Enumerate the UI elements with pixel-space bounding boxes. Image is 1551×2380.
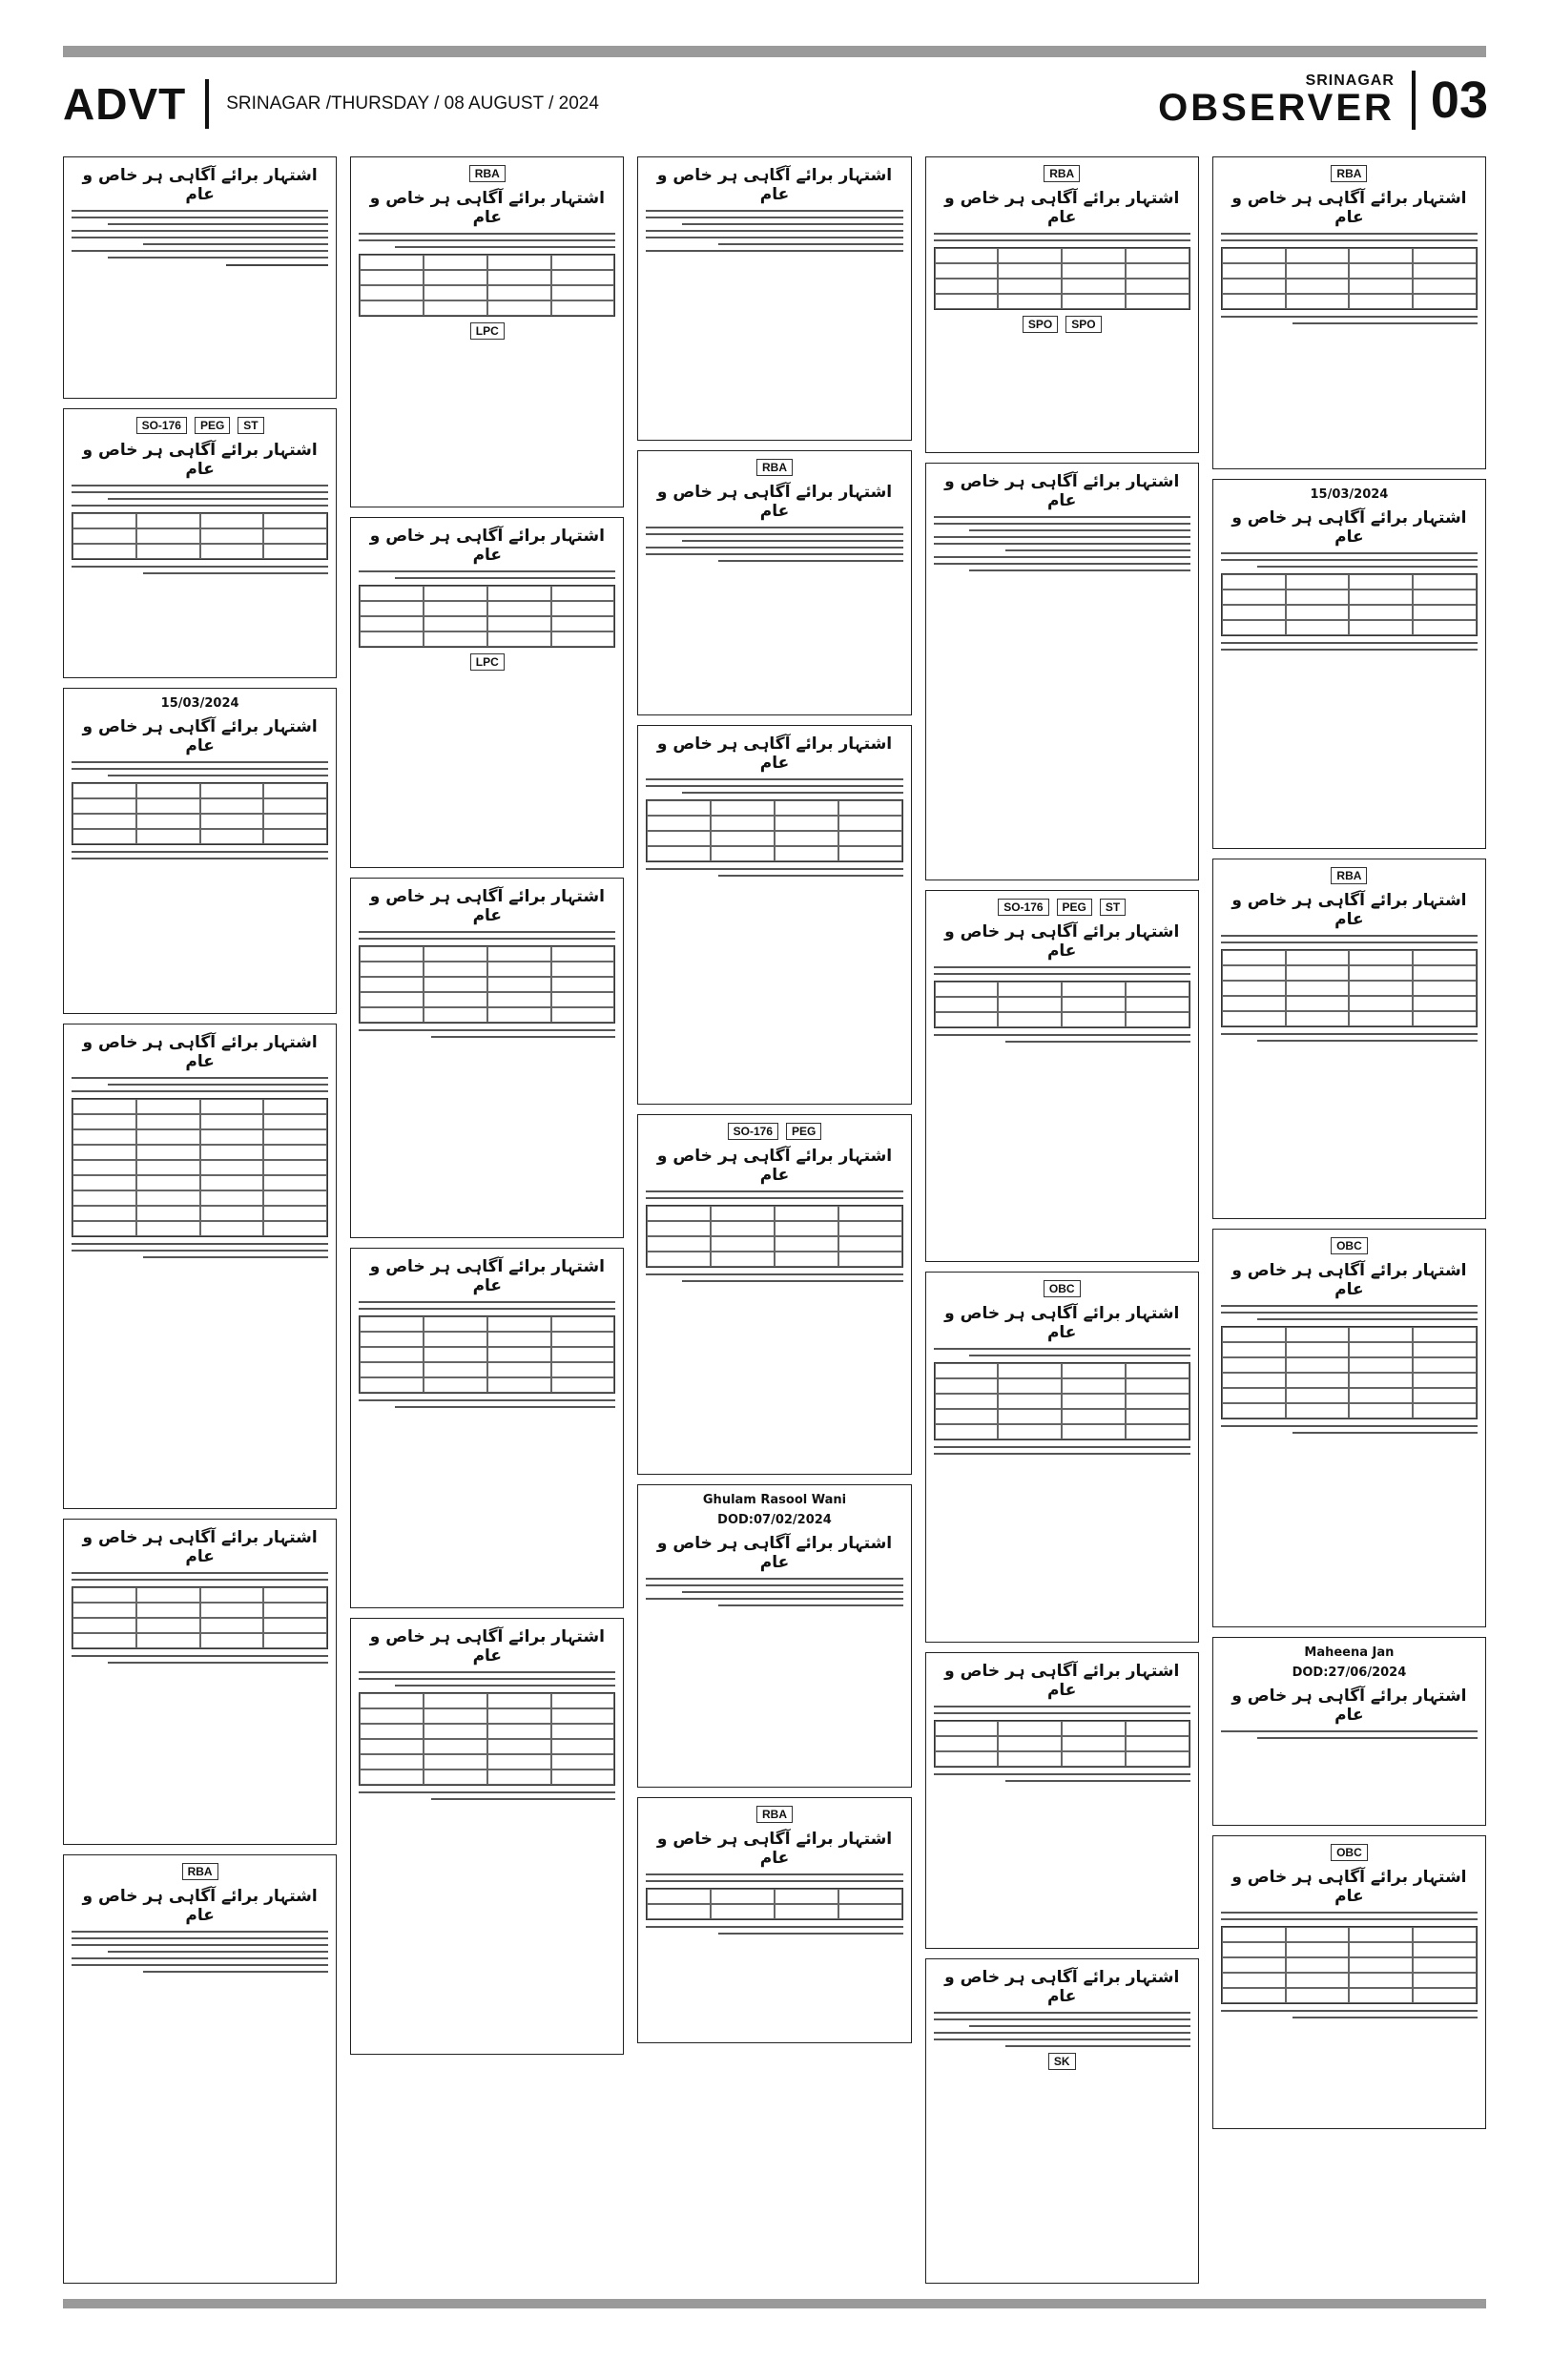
code-tag: OBC: [1331, 1237, 1368, 1254]
notice-ad: [63, 1519, 337, 1845]
notice-heading: اشتہار برائے آگاہی ہر خاص و عام: [656, 1830, 893, 1868]
column-2: [350, 156, 624, 2284]
notice-ad: [925, 463, 1199, 880]
person-name: Maheena Jan: [1304, 1645, 1395, 1660]
notice-heading: اشتہار برائے آگاہی ہر خاص و عام: [369, 1627, 605, 1666]
code-tag: SPO: [1023, 316, 1058, 333]
notice-ad: [925, 156, 1199, 453]
notice-ad: [350, 1618, 624, 2055]
notice-heading: اشتہار برائے آگاہی ہر خاص و عام: [82, 1032, 318, 1071]
masthead: [1158, 73, 1395, 127]
code-tag: SPO: [1065, 316, 1101, 333]
header-divider: [205, 79, 209, 129]
notice-heading: اشتہار برائے آگاہی ہر خاص و عام: [656, 1534, 893, 1572]
notice-ad: [1212, 1229, 1486, 1627]
column-3: [637, 156, 911, 2284]
dateline: SRINAGAR /THURSDAY / 08 AUGUST / 2024: [226, 93, 599, 114]
code-tag: ST: [1100, 899, 1126, 916]
code-tag: RBA: [1331, 867, 1367, 884]
notice-heading: اشتہار برائے آگاہی ہر خاص و عام: [82, 716, 318, 755]
notice-ad: [350, 156, 624, 507]
header-right: [1158, 67, 1488, 134]
notice-ad: [925, 1652, 1199, 1949]
column-5: [1212, 156, 1486, 2284]
notice-heading: اشتہار برائے آگاہی ہر خاص و عام: [944, 1968, 1180, 2007]
notice-ad: [637, 725, 911, 1105]
top-rule: [63, 46, 1486, 57]
notice-heading: اشتہار برائے آگاہی ہر خاص و عام: [369, 1257, 605, 1295]
code-tag: PEG: [195, 417, 230, 434]
header-divider-right: [1412, 71, 1416, 130]
notice-ad: [1212, 156, 1486, 469]
notice-ad: [63, 1024, 337, 1509]
notice-heading: اشتہار برائے آگاہی ہر خاص و عام: [1231, 891, 1467, 929]
column-1: [63, 156, 337, 2284]
code-tag: RBA: [756, 459, 793, 476]
code-tag: SO-176: [728, 1123, 778, 1140]
code-tag: SK: [1048, 2053, 1076, 2070]
code-tag: SO-176: [998, 899, 1048, 916]
code-tag: SO-176: [136, 417, 187, 434]
notice-heading: اشتہار برائے آگاہی ہر خاص و عام: [82, 166, 318, 204]
notice-ad: [637, 1114, 911, 1475]
code-tag: ST: [238, 417, 263, 434]
notice-heading: اشتہار برائے آگاہی ہر خاص و عام: [656, 735, 893, 773]
notice-heading: اشتہار برائے آگاہی ہر خاص و عام: [656, 1147, 893, 1185]
notice-heading: اشتہار برائے آگاہی ہر خاص و عام: [82, 440, 318, 479]
bottom-rule: [63, 2299, 1486, 2308]
code-tag: LPC: [470, 322, 505, 340]
notice-ad: [63, 156, 337, 399]
code-tag: RBA: [756, 1806, 793, 1823]
notice-ad: [63, 408, 337, 678]
notice-heading: اشتہار برائے آگاہی ہر خاص و عام: [82, 1527, 318, 1566]
notice-ad: [637, 1797, 911, 2043]
header-left: [63, 74, 599, 134]
person-name: Ghulam Rasool Wani: [702, 1493, 847, 1507]
date-of-death: DOD:07/02/2024: [717, 1513, 832, 1527]
code-tag: LPC: [470, 653, 505, 671]
masthead-city: SRINAGAR: [1305, 72, 1395, 89]
notice-ad: [1212, 1835, 1486, 2129]
notice-heading: اشتہار برائے آگاہی ہر خاص و عام: [944, 189, 1180, 227]
notice-ad: [1212, 859, 1486, 1219]
notice-ad: [350, 1248, 624, 1608]
code-tag: OBC: [1044, 1280, 1081, 1297]
notice-ad: [925, 1272, 1199, 1643]
code-tag: RBA: [1331, 165, 1367, 182]
notice-heading: اشتہار برائے آگاہی ہر خاص و عام: [656, 483, 893, 521]
notice-heading: اشتہار برائے آگاہی ہر خاص و عام: [1231, 189, 1467, 227]
notice-heading: اشتہار برائے آگاہی ہر خاص و عام: [944, 922, 1180, 962]
notice-ad: [925, 1958, 1199, 2284]
notice-ad: [350, 517, 624, 868]
code-tag: PEG: [1057, 899, 1092, 916]
notice-heading: اشتہار برائے آگاہی ہر خاص و عام: [369, 189, 605, 227]
notice-heading: اشتہار برائے آگاہی ہر خاص و عام: [944, 1662, 1180, 1701]
notice-ad: [1212, 479, 1486, 849]
code-tag: RBA: [469, 165, 506, 182]
classified-area: [63, 156, 1486, 2284]
notice-ad: [1212, 1637, 1486, 1826]
masthead-title: OBSERVER: [1158, 87, 1395, 129]
notice-ad: [637, 1484, 911, 1788]
notice-ad: [925, 890, 1199, 1261]
notice-heading: اشتہار برائے آگاہی ہر خاص و عام: [944, 1303, 1180, 1342]
notice-heading: اشتہار برائے آگاہی ہر خاص و عام: [369, 527, 605, 565]
notice-ad: [637, 450, 911, 715]
notice-ad: [63, 1854, 337, 2284]
code-tag: PEG: [786, 1123, 821, 1140]
notice-heading: اشتہار برائے آگاہی ہر خاص و عام: [82, 1886, 318, 1925]
notice-heading: اشتہار برائے آگاہی ہر خاص و عام: [1231, 1261, 1467, 1299]
code-tag: RBA: [182, 1863, 218, 1880]
date-of-death: DOD:27/06/2024: [1292, 1666, 1407, 1680]
notice-ad: [350, 878, 624, 1238]
notice-heading: اشتہار برائے آگاہی ہر خاص و عام: [1231, 1687, 1467, 1725]
code-tag: OBC: [1331, 1844, 1368, 1861]
notice-heading: اشتہار برائے آگاہی ہر خاص و عام: [1231, 1868, 1467, 1906]
column-4: [925, 156, 1199, 2284]
section-label: ADVT: [63, 79, 187, 129]
code-tag: RBA: [1044, 165, 1080, 182]
date-text: 15/03/2024: [1310, 487, 1389, 502]
notice-heading: اشتہار برائے آگاہی ہر خاص و عام: [1231, 508, 1467, 547]
notice-heading: اشتہار برائے آگاہی ہر خاص و عام: [369, 887, 605, 925]
date-text: 15/03/2024: [160, 695, 239, 711]
page-number: 03: [1430, 72, 1488, 129]
notice-heading: اشتہار برائے آگاہی ہر خاص و عام: [656, 166, 893, 204]
notice-heading: اشتہار برائے آگاہی ہر خاص و عام: [944, 472, 1180, 511]
notice-ad: [63, 688, 337, 1014]
notice-ad: [637, 156, 911, 441]
